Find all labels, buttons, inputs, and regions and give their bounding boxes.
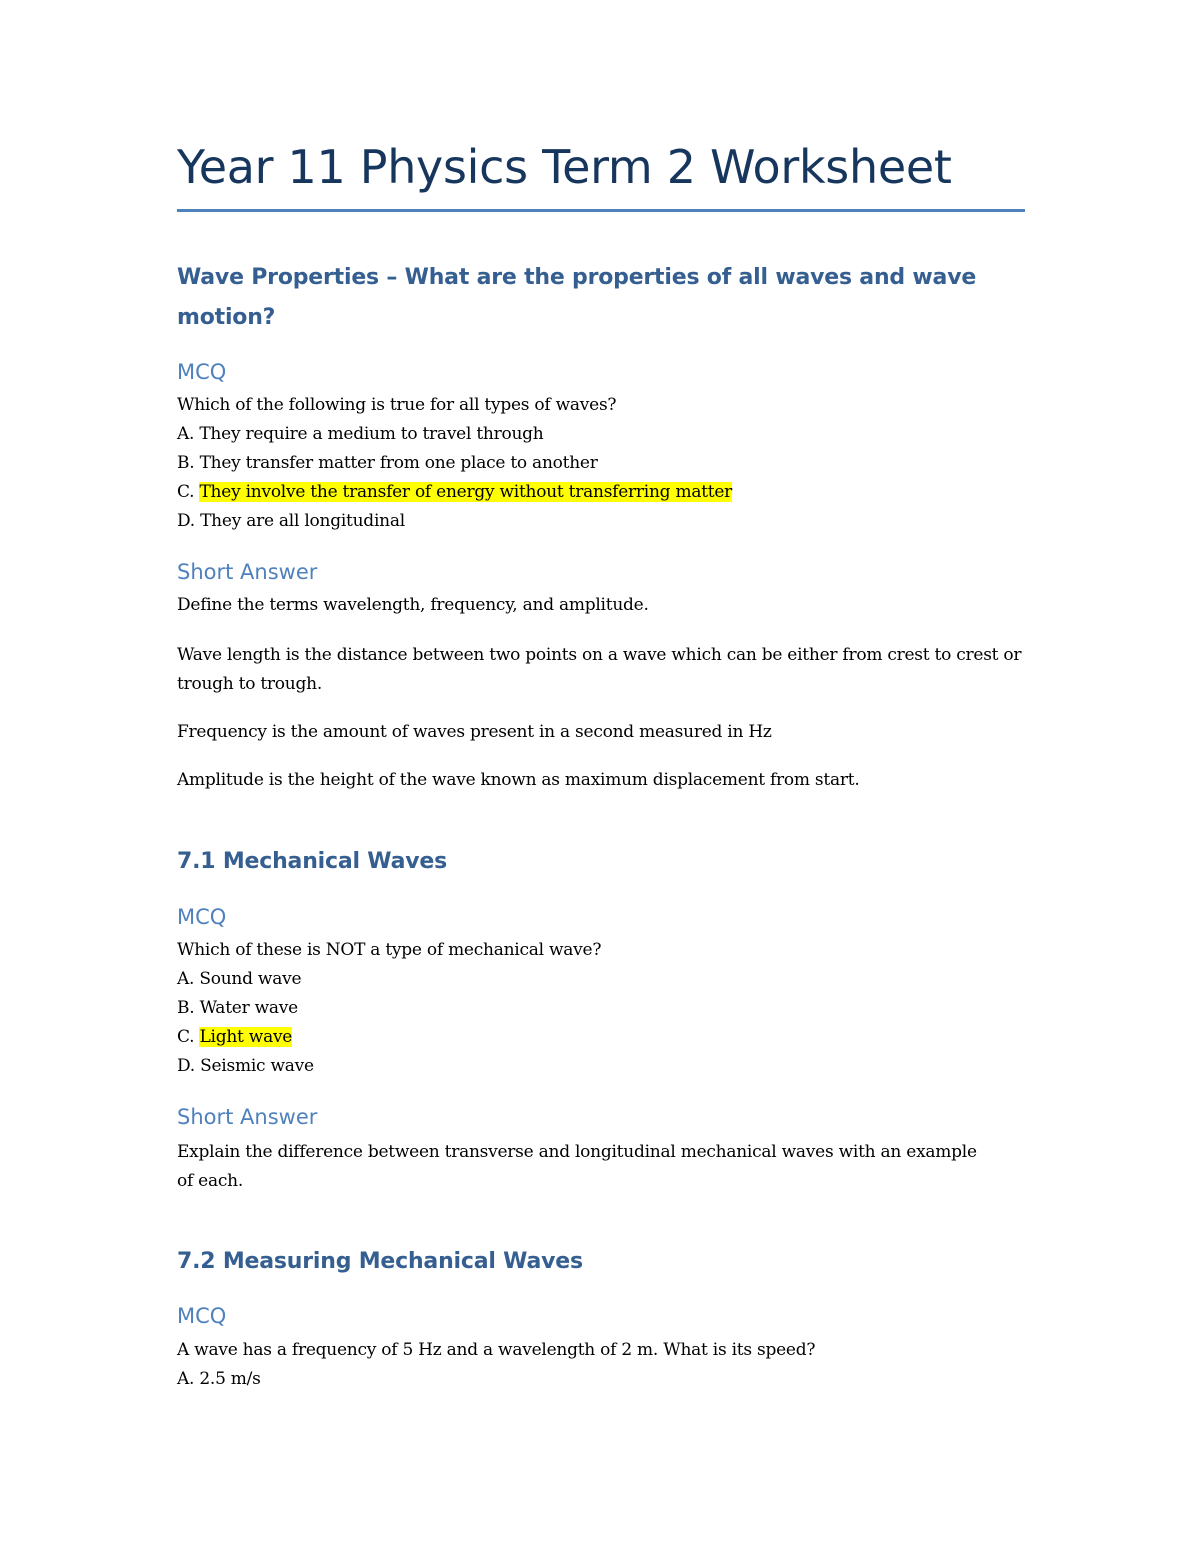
mcq-option-a: A. Sound wave xyxy=(177,969,302,989)
mcq-option-d: D. They are all longitudinal xyxy=(177,511,405,531)
section-heading-mechanical-waves: 7.1 Mechanical Waves xyxy=(177,849,447,874)
mcq-question: Which of these is NOT a type of mechanical wave? xyxy=(177,940,602,960)
mcq-label: MCQ xyxy=(177,905,227,929)
mcq-option-a: A. They require a medium to travel through xyxy=(177,424,544,444)
mcq-label: MCQ xyxy=(177,1304,227,1328)
mcq-option-b: B. They transfer matter from one place to another xyxy=(177,453,598,473)
short-answer-label: Short Answer xyxy=(177,1105,318,1129)
short-answer-label: Short Answer xyxy=(177,560,318,584)
document-title: Year 11 Physics Term 2 Worksheet xyxy=(177,140,952,194)
section-heading-measuring-mechanical-waves: 7.2 Measuring Mechanical Waves xyxy=(177,1249,583,1274)
answer-frequency: Frequency is the amount of waves present in a second measured in Hz xyxy=(177,722,772,742)
highlighted-answer: They involve the transfer of energy without transferring matter xyxy=(199,482,733,502)
mcq-option-d: D. Seismic wave xyxy=(177,1056,314,1076)
answer-amplitude: Amplitude is the height of the wave known as maximum displacement from start. xyxy=(177,770,860,790)
short-answer-question: Explain the difference between transverse and longitudinal mechanical waves with an example of each. xyxy=(177,1142,977,1191)
answer-wavelength: Wave length is the distance between two points on a wave which can be either from crest to crest or trough to trough. xyxy=(177,645,1022,694)
mcq-option-c: C. They involve the transfer of energy without transferring matter xyxy=(177,482,733,502)
mcq-option-a: A. 2.5 m/s xyxy=(177,1369,261,1389)
mcq-question: A wave has a frequency of 5 Hz and a wavelength of 2 m. What is its speed? xyxy=(177,1340,816,1360)
mcq-option-c: C. Light wave xyxy=(177,1027,293,1047)
mcq-question: Which of the following is true for all types of waves? xyxy=(177,395,617,415)
highlighted-answer: Light wave xyxy=(199,1027,293,1047)
section-heading-wave-properties: Wave Properties – What are the properties of all waves and wave motion? xyxy=(177,265,977,330)
mcq-option-b: B. Water wave xyxy=(177,998,298,1018)
mcq-label: MCQ xyxy=(177,360,227,384)
short-answer-question: Define the terms wavelength, frequency, and amplitude. xyxy=(177,595,649,615)
title-underline xyxy=(177,209,1025,212)
